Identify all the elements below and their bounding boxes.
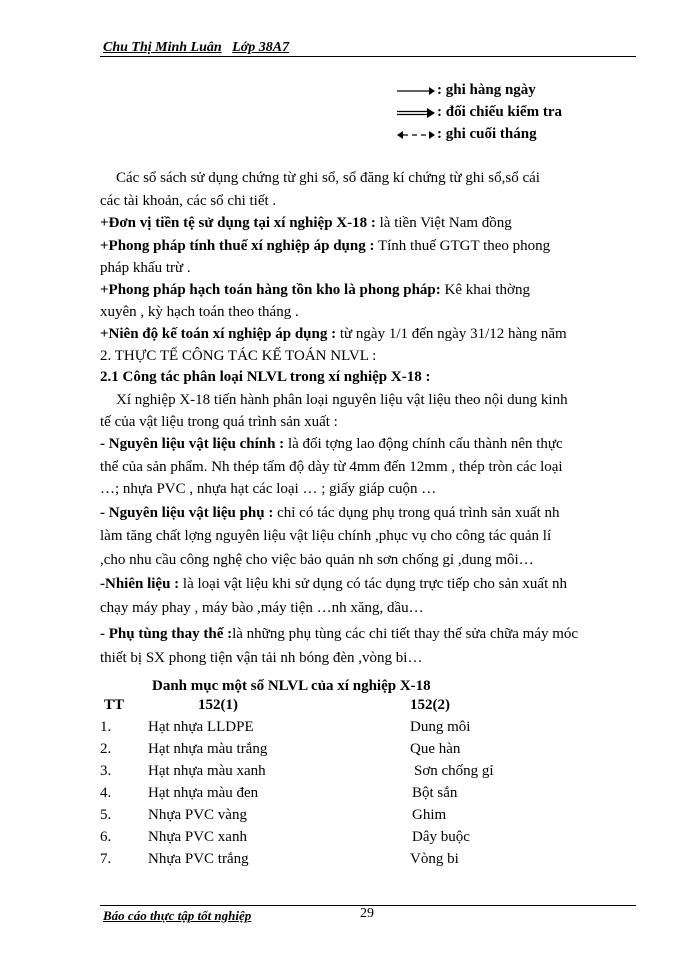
para-classification-line1: Xí nghiệp X-18 tiến hành phân loại nguyên liệu vật liệu theo nội dung kinh [116,392,568,408]
para-books-line2: các tài khoản, các sổ chi tiết . [100,193,277,209]
para-main-material-label: - Nguyên liệu vật liệu chính : [100,436,285,452]
table-header-152-2: 152(2) [410,697,450,713]
para-tax-label: +Phong pháp tính thuế xí nghiệp áp dụng : [100,238,375,254]
table-row-7-no: 7. [100,851,112,867]
para-tax-text: Tính thuế GTGT theo phong [374,238,551,254]
para-fuel-line2: chạy máy phay , máy bào ,máy tiện …nh xăng, dầu… [100,600,424,616]
table-row-6-no: 6. [100,829,112,845]
legend-label-check: : đối chiếu kiểm tra [437,104,562,120]
section-heading-2: 2. THỰC TẾ CÔNG TÁC KẾ TOÁN NLVL : [100,348,377,364]
header-class: Lớp 38A7 [232,40,290,55]
table-title: Danh mục một số NLVL của xí nghiệp X-18 [152,678,431,694]
table-row-3-col2: Sơn chống gỉ [414,763,494,779]
para-aux-material [100,503,560,523]
para-inventory-label: +Phong pháp hạch toán hàng tồn kho là phong pháp: [100,282,441,298]
page-number: 29 [360,906,374,921]
page-header [103,40,289,56]
para-spare-parts-label: - Phụ tùng thay thế : [100,626,233,642]
header-rule [100,56,636,57]
para-fiscal-label: +Niên độ kế toán xí nghiệp áp dụng : [100,326,337,342]
dashed-arrow-icon [397,130,435,140]
double-arrow-icon [397,108,435,118]
para-fuel-text: là loại vật liệu khi sử dụng có tác dụng trực tiếp cho sản xuất nh [179,576,568,592]
table-row-4-col2: Bột sắn [412,785,458,801]
legend-label-daily: : ghi hàng ngày [437,82,536,98]
para-tax [100,236,550,256]
table-row-2-no: 2. [100,741,112,757]
para-books-line1: Các sổ sách sử dụng chứng từ ghi sổ, sổ đăng kí chứng từ ghi sổ,sổ cái [116,170,540,186]
para-main-material [100,434,563,454]
para-aux-material-label: - Nguyên liệu vật liệu phụ : [100,505,274,521]
para-currency-label: +Đơn vị tiền tệ sử dụng tại xí nghiệp X-18 : [100,215,376,231]
section-heading-2-1: 2.1 Công tác phân loại NLVL trong xí nghiệp X-18 : [100,369,431,385]
table-row-5-col1: Nhựa PVC vàng [148,807,247,823]
table-header-tt: TT [104,697,125,713]
para-fuel-label: -Nhiên liệu : [100,576,180,592]
table-row-2-col1: Hạt nhựa màu trắng [148,741,268,757]
table-row-5-col2: Ghim [412,807,447,823]
table-header-152-1: 152(1) [198,697,238,713]
para-main-material-line3: …; nhựa PVC , nhựa hạt các loại … ; giấy giáp cuộn … [100,481,437,497]
legend-item-check [397,104,562,121]
para-fiscal-text: từ ngày 1/1 đến ngày 31/12 hàng năm [336,326,567,342]
legend-item-daily [397,82,536,99]
legend-label-monthly: : ghi cuối tháng [437,126,537,142]
table-row-1-no: 1. [100,719,112,735]
table-row-7-col2: Vòng bi [410,851,459,867]
para-classification-line2: tế của vật liệu trong quá trình sản xuất : [100,414,338,430]
para-aux-material-line2: làm tăng chất lợng nguyên liệu vật liệu chính ,phục vụ cho công tác quản lí [100,528,552,544]
para-spare-parts [100,624,578,644]
table-row-6-col2: Dây buộc [412,829,470,845]
para-inventory [100,280,530,300]
legend-item-monthly [397,126,537,143]
para-inventory-line2: xuyên , kỳ hạch toán theo tháng . [100,304,299,320]
table-row-1-col2: Dung môi [410,719,471,735]
para-spare-parts-text: là những phụ tùng các chi tiết thay thế sửa chữa máy móc [232,626,579,642]
para-aux-material-line3: ,cho nhu cầu công nghệ cho việc bảo quản nh sơn chống gỉ ,dung môi… [100,552,534,568]
para-main-material-text: là đối tợng lao động chính cấu thành nên thực [284,436,563,452]
para-fiscal [100,324,567,344]
para-currency [100,213,512,233]
table-row-2-col2: Que hàn [410,741,461,757]
para-main-material-line2: thể của sản phẩm. Nh thép tấm độ dày từ 4mm đến 12mm , thép tròn các loại [100,459,563,475]
table-row-4-col1: Hạt nhựa màu đen [148,785,259,801]
para-fuel [100,574,567,594]
para-aux-material-text: chỉ có tác dụng phụ trong quá trình sản xuất nh [273,505,560,521]
para-currency-text: là tiền Việt Nam đồng [375,215,512,231]
table-row-1-col1: Hạt nhựa LLDPE [148,719,254,735]
para-tax-line2: pháp khấu trừ . [100,260,191,276]
footer-text: Báo cáo thực tập tốt nghiệp [103,908,252,923]
header-author: Chu Thị Minh Luân [103,40,222,55]
table-row-4-no: 4. [100,785,112,801]
table-row-6-col1: Nhựa PVC xanh [148,829,247,845]
table-row-3-no: 3. [100,763,112,779]
para-inventory-text: Kê khai thờng [440,282,530,298]
single-arrow-icon [397,86,435,96]
table-row-5-no: 5. [100,807,112,823]
table-row-3-col1: Hạt nhựa màu xanh [148,763,266,779]
para-spare-parts-line2: thiết bị SX phong tiện vận tải nh bóng đèn ,vòng bi… [100,650,423,666]
table-row-7-col1: Nhựa PVC trắng [148,851,249,867]
